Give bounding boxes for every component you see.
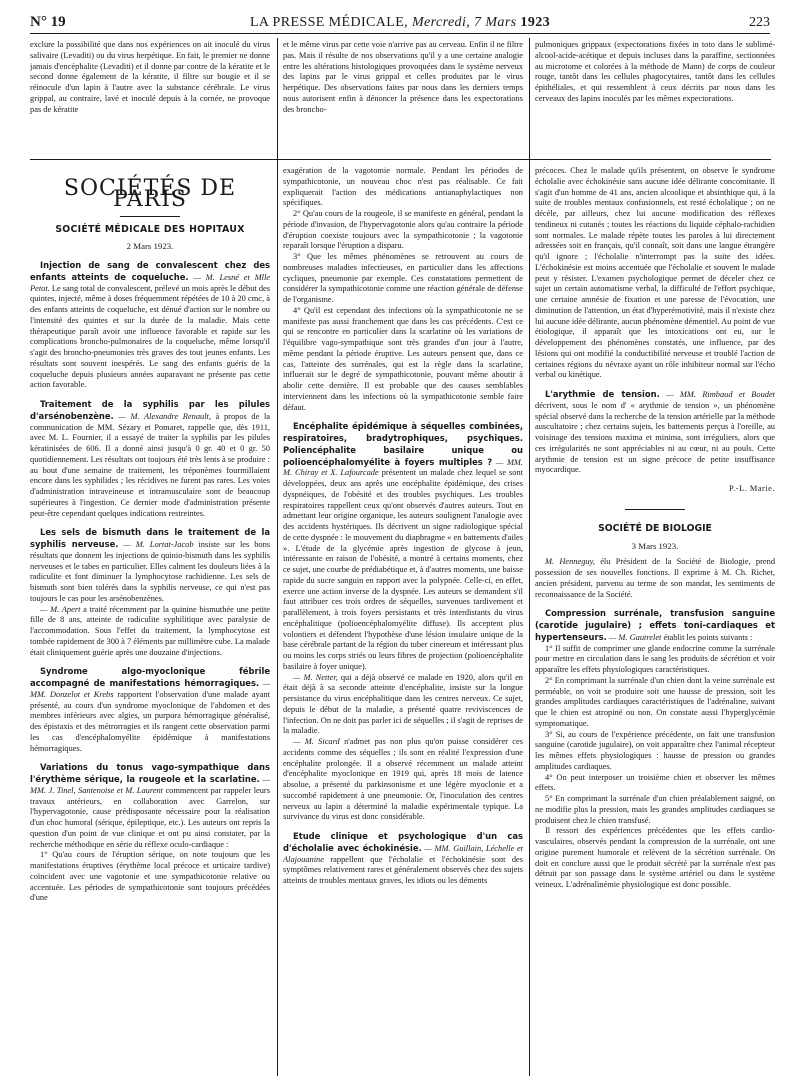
page-header	[30, 14, 770, 34]
article-authors: — M. Sicard	[293, 737, 340, 746]
article-authors: — M. Alexandre Renault,	[118, 411, 211, 421]
paragraph	[535, 557, 775, 600]
paragraph: 3° Que les mêmes phénomènes se retrouvent au cours de nombreuses maladies infectieuses, en particulier dans les affections cycliques, pneumonie par exemple. Ces constatations permettent de considérer la sympathicotonie comme une réaction générale de défense de l'organisme.	[283, 252, 523, 304]
article-authors: — MM. Rimbaud et Boudet	[666, 390, 775, 399]
paragraph	[283, 673, 523, 738]
article-authors: — MM. J. Tinel, Santenoise et M. Laurent	[30, 775, 270, 795]
column-separator	[277, 38, 278, 1076]
paragraph: 4° On peut interposer un troisième chien et observer les mêmes effets.	[535, 772, 775, 793]
paragraph: Il ressort des expériences précédentes que les effets cardio-vasculaires, observés pendant la compression de la surrénale, ont une origine purement humorale et relèvent de la sécrétion surrénale. On doit en conclure aussi que le produit sécrété par la surrénale n'est pas détruit par son passage dans le système artériel ou dans le système veineux. L'adrénalinémie physiologique est donc possible.	[535, 826, 775, 889]
article-title: Syndrome algo-myoclonique fébrile accompagné de manifestations hémorragiques.	[30, 666, 270, 688]
continuation-col3	[535, 40, 775, 155]
paragraph: et le même virus par cette voie n'arrive pas au cerveau. Enfin il ne filtre pas. Mais il résulte de nos observations qu'il y a une certaine analogie entre les altérations histologiques provoquées dans le système nerveux des lapins par le virus grippal et celles produites par le virus herpétique. Des observations faites par nous dans les derniers temps nous autorisent enfin à dénoncer la présence dans les expectorations des broncho-	[283, 40, 523, 114]
article-title: Encéphalite épidémique à séquelles combinées, respiratoires, bradytrophiques, psychiques. Poliencéphalite basilaire unique ou polioencéphalomyélite à foyers multiples ?	[283, 421, 523, 467]
article-text: décrivent, sous le nom d' « arythmie de tension », un phénomène spécial observé dans la recherche de la tension artérielle par la méthode auscultatoire ; chez certains sujets, les battements perçus à l'oreille, au voisinage des tensions maxima et minima, sont irréguliers, alors que ces irrégularités ne sont appréciables ni au cœur, ni au pouls. Cette arythmie de tension est un signe précoce de petite insuffisance myocardique.	[535, 400, 775, 475]
paragraph: 1° Qu'au cours de l'éruption sérique, on note toujours que les manifestations éruptives (érythème local précoce et urticaire tardive) coïncident avec une vagotonie et une sympathicotonie relative ou accentuée. Les périodes de sympathicotonie sont toujours précédées d'une	[30, 850, 270, 903]
article-text: rappellent que l'écholalie et l'échokinésie sont des symptômes relativement rares et généralement observés chez des sujets atteints de troubles mentaux graves, les idiots ou les déments	[283, 854, 523, 885]
session-date: 2 Mars 1923.	[126, 241, 174, 252]
column-3	[535, 166, 775, 1067]
article-title: Variations du tonus vago-sympathique dans l'érythème sérique, la rougeole et la scarlatine.	[30, 762, 270, 784]
article	[30, 399, 270, 519]
paragraph: 1° Il suffit de comprimer une glande endocrine comme la surrénale pour mettre en circulation dans le sang les produits de sécrétion et voir apparaître les effets physiologiques caractéristiques.	[535, 643, 775, 674]
article	[30, 260, 270, 391]
column-2	[283, 166, 523, 1067]
article-authors: — M. Apert	[40, 604, 81, 614]
paragraph: exclure la possibilité que dans nos expériences on ait inoculé du virus salivaire (Levaditi) ou du virus herpétique. En fait, le premier ne donne jamais d'encéphalite (Levaditi) et il donne par contre de la kératite et le second donne également de la kératite, il filtre sur bougie et il se réinocule d'un lapin à l'autre avec la substance cérébrale. Le virus grippal, au contraire, lavé et inoculé depuis à la cornée, ne provoque pas de kératite	[30, 40, 270, 114]
article-title: L'arythmie de tension.	[545, 389, 660, 399]
paragraph: exagération de la vagotomie normale. Pendant les périodes de sympathicotonie, un nouveau choc n'est pas réalisable. Ce fait expliquerait l'action des médications antianaphylactiques non spécifiques.	[283, 166, 523, 208]
paragraph: 4° Qu'il est cependant des infections où la sympathicotonie ne se manifeste pas aussi franchement que dans les cas précédents. C'est ce qui se rencontre en particulier dans la scarlatine où les variations de l'équilibre vago-sympathique sont très grandes d'un jour à l'autre, même pendant la période éruptive. Les auteurs pensent que, dans ce cas, l'atteinte des surrénales, qui est la règle dans la scarlatine, influerait sur le degré de sympathicotonie, pouvant même aboutir à abolir cette dernière. Il est probable que des causes semblables interviennent dans les infections où la sympathicotonie semble faire défaut.	[283, 305, 523, 412]
page-number: 223	[749, 15, 770, 30]
paragraph: 5° En comprimant la surrénale d'un chien préalablement saigné, on ne modifie plus la pression, mais les grandes amplitudes cardiaques se produisent chez le chien transfusé.	[535, 794, 775, 825]
paragraph: précoces. Chez le malade qu'ils présentent, on observe le syndrome écholalie avec échokinésie sans aucune idée délirante concomitante. Il s'agit d'un homme de 41 ans, ancien alcoolique et absinthique qui, à la suite de troubles mentaux confusionnels, est resté écholalique ; on ne décèle, par ailleurs, chez lui aucune modification des réflexes tendineux ni cutanés ; toutes les réactions du liquide céphalo-rachidien sont normales. Le malade répète toutes les paroles à lui directement adressées soit en français, qu'il connaît, soit dans une langue étrangère qu'il ignore ; l'écholalie n'interrompt pas la suite des idées. L'échokinésie est moins accentuée que l'écholalie et souvent le malade peut y résister. L'examen psychologique permet de déceler chez ce sujet un certain automatisme verbal, la difficulté de l'effort psychique, une certaine amnésie de fixation et une paresse de l'évocation, une diminution de l'attention, un état d'hyperémotivité, mais il n'existe chez lui aucune idée délirante, aucun phénomène démentiel. Au point de vue étiologique, il apparaît que les intoxications ont eu, sur le développement des phénomènes constatés, une influence, par des lésions qui ont modifié la conductibilité nerveuse et troublé l'action de certaines régions du névraxe ayant un rôle inhibiteur normal sur l'écho verbal ou kinétique.	[535, 166, 775, 380]
journal-name: LA PRESSE MÉDICALE,	[249, 15, 409, 30]
article-title: Traitement de la syphilis par les pilules d'arsénobenzène.	[30, 399, 270, 421]
article-authors: — MM. Donzelot et Krebs	[30, 679, 270, 699]
issue-number: N° 19	[30, 14, 66, 30]
society-name: SOCIÉTÉ MÉDICALE DES HOPITAUX	[55, 223, 245, 235]
paragraph: 2° Qu'au cours de la rougeole, il se manifeste en général, pendant la période d'invasion, de l'hypervagotonie alors qu'au contraire la période d'éruption coexiste toujours avec la sympathicotonie ; la vagotonie reparaît lorsque l'éruption a disparu.	[283, 209, 523, 251]
article	[283, 421, 523, 672]
article	[535, 608, 775, 643]
article-authors: — M. Lortat-Jacob	[123, 540, 194, 549]
article	[535, 389, 775, 476]
article-text: a traité récemment par la quinine bismuthée une petite fille de 8 ans, atteinte de radiculite syphilitique avec paralysie de l'accommodation. Sous l'effet du traitement, la lymphocytose est tombée rapidement de 300 à 7 éléments par millimètre cube. La malade était cliniquement guérie après une douzaine d'injections.	[30, 604, 270, 657]
column-separator	[529, 38, 530, 1076]
section-separator	[30, 159, 771, 160]
article-text: qui a déjà observé ce malade en 1920, alors qu'il en était déjà à sa seconde atteinte d'encéphalite, insiste sur la longue persistance du virus encéphalitique dans les centres nerveux. Ce sujet, depuis le début de la maladie, a présenté quatre reviviscences de l'infection. On ne doit pas parler ici de séquelles ; il s'agit de reprises de la maladie.	[283, 672, 523, 736]
article-authors: — M. Gautrelet	[608, 632, 662, 642]
issue-date: Mercredi, 7 Mars	[412, 15, 517, 30]
article-authors: M. Henneguy,	[545, 557, 595, 567]
article-text: élu Président de la Société de Biologie, prend possession de ses nouvelles fonctions. Il exprime à M. Ch. Richet, ancien président, parvenu au terme de son mandat, les sentiments de reconnaissance de la Société.	[535, 557, 775, 599]
article-title: Les sels de bismuth dans le traitement de la syphilis nerveuse.	[30, 527, 270, 549]
issue-year: 1923	[520, 15, 551, 30]
session-date: 3 Mars 1923.	[631, 540, 679, 551]
continuation-col1	[30, 40, 270, 155]
article-text: n'admet pas non plus qu'on puisse considérer ces accidents comme des séquelles ; ils sont en réalité l'expression d'une encéphalite prolongée. Il a observé récemment un malade atteint d'encéphalite myoclonique en 1919 qui, après 18 mois de latence absolue, a présenté du parkinsonisme et une légère myoclonie et a succombé rapidement à une pneumonie. Or, l'inoculation des centres nerveux au lapin a déterminé la maladie expérimentale typique. La survivance du virus est donc considérable.	[283, 737, 523, 822]
section-rule	[625, 509, 685, 510]
article-authors: — MM. Guillain, Léchelle et Alajouanine	[283, 843, 523, 864]
article-text: commencent par rappeler leurs travaux antérieurs, en collaboration avec Garrelon, sur l'hypervagotonie, cause prédisposante nécessaire pour la réalisation d'un choc humoral (sérique, épileptique, etc.). Les auteurs ont repris la question d'un point de vue clinique et ont pu ainsi constater, par la recherche méthodique en série du réflexe oculo-cardiaque :	[30, 785, 270, 849]
continuation-col2	[283, 40, 523, 155]
column-1	[30, 172, 270, 1067]
article-text: Le sang total de convalescent, prélevé un mois après le début des quintes, injecté, même à doses fréquemment répétées de 10 à 20 cmc, à des enfants atteints de coqueluche, est dénué d'action sur le nombre ou l'intensité des quintes et sur la durée de la maladie. Mais cette thérapeutique paraît avoir une influence favorable et rapide sur les complications broncho-pulmonaires de la coqueluche, même lorsqu'il s'agit des broncho-pneumonies très graves des tout jeunes enfants. Les résultats sont souvent inespérés. Le sang des enfants guéris de la coqueluche depuis plusieurs années auparavant ne présente pas cette action favorable.	[30, 283, 270, 390]
article-authors: — M. Netter,	[293, 672, 338, 682]
article-title: Compression surrénale, transfusion sanguine (carotide jugulaire) ; effets toni-cardiaques et hypertenseurs.	[535, 608, 775, 642]
article	[283, 831, 523, 887]
paragraph: 3° Si, au cours de l'expérience précédente, on fait une transfusion sanguine (carotide jugulaire), on voit apparaître chez l'animal récepteur les mêmes effets physiologiques : hausse de pression ou grandes amplitudes cardiaques.	[535, 729, 775, 771]
article-authors: — M. Lesné et Mlle Petot.	[30, 272, 270, 293]
article-text: à propos de la communication de MM. Sézary et Pomaret, rappelle que, dès 1911, avec M. L. Fournier, il a essayé de traiter la syphilis par les pilules kératinisées de 606. Il a donné ainsi jusqu'à 0 gr. 40 et 0 gr. 50 quotidiennement. Les résultats ont toujours été très lents à se produire : au bout d'une semaine de traitement, les tréponèmes fourmillaient encore dans les syphilides ; les récidives ne furent pas rares. Les voies d'administration intraveineuse et intramusculaire sont de beaucoup supérieures à l'ingestion. Ce dernier mode d'administration présente peut-être cependant quelques indications restreintes.	[30, 411, 270, 518]
society-name: SOCIÉTÉ DE BIOLOGIE	[598, 522, 712, 534]
title-rule	[120, 216, 180, 217]
article-authors: — MM. M. Chiray et X. Lafourcade	[283, 457, 523, 478]
article	[30, 666, 270, 754]
section-title: SOCIÉTÉS DE PARIS	[63, 176, 237, 212]
article-title: Etude clinique et psychologique d'un cas d'écholalie avec échokinésie.	[283, 831, 523, 853]
article-text: établit les points suivants :	[663, 632, 753, 642]
article-title: Injection de sang de convalescent chez des enfants atteints de coqueluche.	[30, 260, 270, 282]
article-text: insiste sur les bons résultats que donnent les injections de quinio-bismuth dans les syphilis nerveuses et le tabes en particulier. Elles calment les douleurs liées à la radiculite et font diminuer la lymphocytose rachidienne. Les sels de bismuth sont bien tolérés dans la syphilis nerveuse, ce qui n'est pas toujours le cas pour les arsénobenzènes.	[30, 540, 270, 603]
article	[30, 527, 270, 604]
signature: P.-L. Marie.	[728, 484, 775, 493]
article-text: présentent un malade chez lequel se sont développées, deux ans après une encéphalite épidémique, des crises dyspnéiques, de l'obésité et des troubles psychiques. Les troubles respiratoires rappellent ceux qu'ont observés d'autres auteurs. Tout en admettant leur origine organique, les auteurs soulignent l'analogie avec des accidents hystériques. Ils décrivent un signe radiologique spécial de cette dyspnée : le mouvement du diaphragme « en battements d'ailes ». L'étude de la glycémie après ingestion de glycose à jeun, intéressante en raison de l'obésité, a montré à certains moments, chez ce sujet, une courbe de prédiabétique et, à d'autres moments, une baisse rapide du sucre sanguin en rapport avec la polypnée. Celle-ci, en effet, exerce une action inverse de la dyspnée. Les auteurs se demandent s'il faut attribuer ces trois ordres de séquelles, survenues tardivement et parallèlement, à trois foyers persistants et très interdistants du virus encéphalitique (polioencéphalomyélite diffuse). Ils acceptent plus volontiers et défendent l'hypothèse d'une lésion insulaire unique de la base cérébrale partant de la région du tuber cinereum et intéressant plus ou moins les corps striés ou leurs fibres de projection (polioencéphalite basilaire à foyer unique).	[283, 468, 523, 671]
paragraph: pulmoniques grippaux (expectorations fixées in toto dans le sublimé-alcool-acide-acétique et depuis incluses dans la paraffine, sectionnées au microtome et colorées à la méthode de Mann) de corps de couleur rouge, tantôt dans les cellules phagocytaires, tantôt dans les cellules épithéliales, et qui ressemblent à ceux décrits par nous dans les cerveaux des lapins inoculés par les mêmes expectorations.	[535, 40, 775, 103]
journal-title	[30, 15, 770, 31]
paragraph	[30, 605, 270, 659]
paragraph: 2° En comprimant la surrénale d'un chien dont la veine surrénale est perméable, on voit se produire soit une hausse de pression, soit les grandes amplitudes cardiaques caractéristiques de l'adrénaline, suivant que le chien est atropiné ou non. On constate aussi l'hyperglycémie symptomatique.	[535, 675, 775, 728]
article-text: rapportent l'observation d'une malade ayant présenté, au cours d'un syndrome myoclonique de l'abdomen et des membres inférieurs avec algies, un purpura hémorragique généralisé, des épistaxis et des métrorragies et ils rangent cette observation parmi les cas d'encéphalomyélite épidémique à manifestations hémorragiques.	[30, 689, 270, 753]
paragraph	[283, 737, 523, 823]
article	[30, 762, 270, 850]
